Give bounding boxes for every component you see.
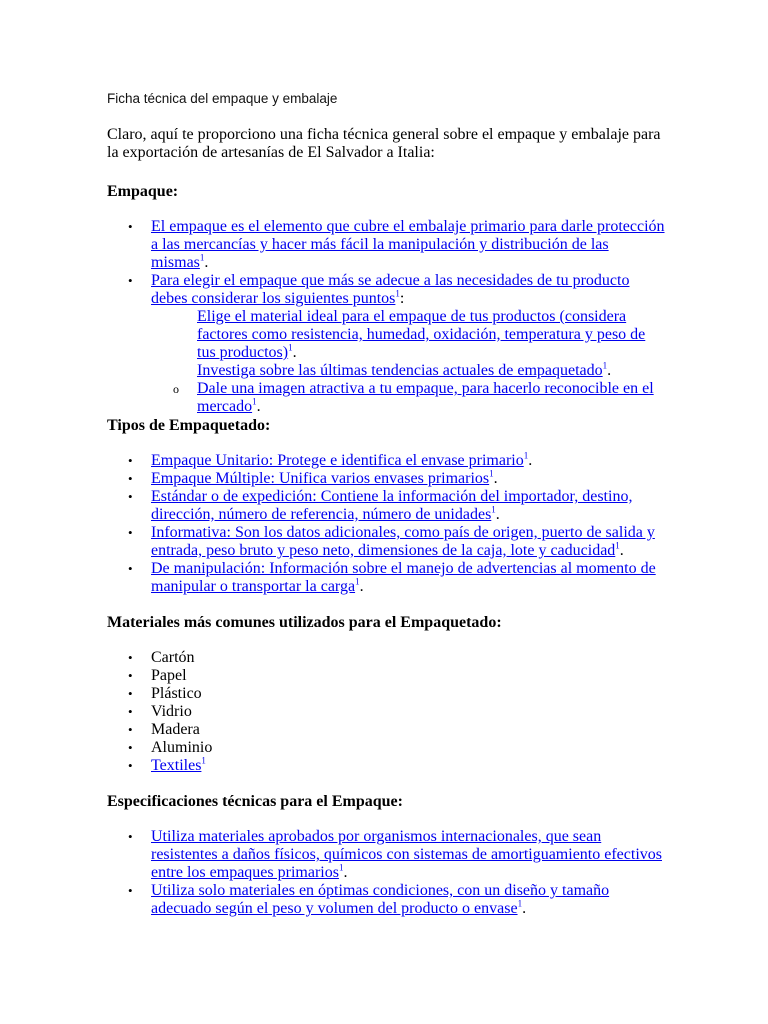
list-item (107, 757, 667, 775)
footnote-ref: 1 (338, 862, 344, 873)
tipos-link-1[interactable]: Empaque Unitario: Protege e identifica el envase primario (151, 452, 524, 469)
section-heading-tipos: Tipos de Empaquetado: (107, 417, 271, 434)
empaque-list (107, 218, 667, 416)
footnote-ref: 1 (252, 396, 257, 407)
empaque-sub-link-1[interactable]: Elige el material ideal para el empaque de tus productos (considera factores como resistencia, humedad, oxidación, temperatura y peso de tus productos) (197, 308, 646, 361)
list-item: • Madera (128, 721, 200, 738)
textiles-link[interactable]: Textiles (151, 757, 202, 774)
sub-list-item: Elige el material ideal para el empaque de tus productos (considera factores como resistencia, humedad, oxidación, temperatura y peso de tus productos)$^1$. (197, 308, 646, 361)
footnote-ref: 1 (199, 252, 205, 263)
list-item: • Aluminio (128, 739, 213, 756)
bullet-icon: • (128, 489, 133, 504)
list-item: • Empaque Múltiple: Unifica varios envases primarios$^1$. (128, 468, 498, 487)
list-item: • Informativa: Son los datos adicionales, como país de origen, puerto de salida y entrada, peso bruto y peso neto, dimensiones de la caja, lote y caducidad$^1$. (128, 524, 655, 559)
bullet-icon: • (128, 668, 133, 683)
tipos-link-2[interactable]: Empaque Múltiple: Unifica varios envases primarios (151, 470, 490, 487)
section-heading-especificaciones: Especificaciones técnicas para el Empaque: (107, 793, 403, 810)
sub-list-item: Investiga sobre las últimas tendencias actuales de empaquetado$^1$. (197, 360, 612, 379)
section-heading-empaque: Empaque: (107, 183, 179, 200)
list-item: • Utiliza solo materiales en óptimas condiciones, con un diseño y tamaño adecuado según el peso y volumen del producto o envase$^1$. (128, 882, 610, 917)
bullet-icon: • (128, 722, 133, 737)
bullet-icon: • (128, 561, 133, 576)
bullet-icon: • (128, 829, 133, 844)
tipos-link-3[interactable]: Estándar o de expedición: Contiene la información del importador, destino, dirección, número de referencia, número de unidades (151, 488, 633, 523)
bullet-icon: • (128, 471, 133, 486)
especificaciones-link-2[interactable]: Utiliza solo materiales en óptimas condiciones, con un diseño y tamaño adecuado según el peso y volumen del producto o envase (151, 882, 610, 917)
list-item: • De manipulación: Información sobre el manejo de advertencias al momento de manipular o transportar la carga$^1$. (128, 560, 656, 595)
bullet-icon: • (128, 650, 133, 665)
intro-paragraph: Claro, aquí te proporciono una ficha técnica general sobre el empaque y embalaje para la exportación de artesanías de El Salvador a Italia: (107, 126, 661, 161)
list-item: • Utiliza materiales aprobados por organismos internacionales, que sean resistentes a daños físicos, químicos con sistemas de amortiguamiento efectivos entre los empaques primarios$^1$. (128, 828, 662, 881)
section-empaque (107, 183, 667, 416)
footnote-ref: 1 (523, 450, 529, 461)
list-item: • Estándar o de expedición: Contiene la información del importador, destino, dirección, número de referencia, número de unidades$^1$. (128, 488, 633, 523)
list-item: • Papel (128, 667, 187, 684)
empaque-link-1[interactable]: El empaque es el elemento que cubre el embalaje primario para darle protección a las mercancías y hacer más fácil la manipulación y distribución de las mismas (151, 218, 665, 271)
sub-list-item: o Dale una imagen atractiva a tu empaque, para hacerlo reconocible en el mercado$^1$. (173, 380, 654, 415)
bullet-icon: • (128, 219, 133, 234)
bullet-icon: • (128, 704, 133, 719)
bullet-icon: • (128, 273, 133, 288)
empaque-sub-link-3[interactable]: Dale una imagen atractiva a tu empaque, para hacerlo reconocible en el mercado (197, 380, 654, 415)
footnote-ref: 1 (489, 468, 494, 479)
empaque-sub-link-2[interactable]: Investiga sobre las últimas tendencias actuales de empaquetado (197, 362, 603, 379)
bullet-icon: • (128, 686, 133, 701)
footnote-ref: 1 (355, 576, 360, 587)
list-item: • Vidrio (128, 703, 192, 720)
tipos-list (107, 452, 667, 596)
document-title: Ficha técnica del empaque y embalaje (107, 91, 338, 106)
sub-bullet-icon: o (173, 382, 179, 396)
footnote-ref: 1 (288, 342, 293, 353)
bullet-icon: • (128, 883, 133, 898)
section-especificaciones (107, 793, 667, 918)
bullet-icon: • (128, 453, 133, 468)
footnote-ref: 1 (615, 540, 620, 551)
tipos-link-5[interactable]: De manipulación: Información sobre el manejo de advertencias al momento de manipular o transportar la carga (151, 560, 656, 595)
list-item: • El empaque es el elemento que cubre el embalaje primario para darle protección a las mercancías y hacer más fácil la manipulación y distribución de las mismas$^1$. (128, 218, 665, 271)
footnote-ref: 1 (517, 898, 523, 909)
section-materiales (107, 614, 667, 775)
especificaciones-list (107, 828, 667, 918)
bullet-icon: • (128, 525, 133, 540)
footnote-ref: 1 (602, 360, 608, 371)
section-tipos (107, 417, 667, 596)
footnote-ref: 1 (491, 504, 496, 515)
tipos-link-4[interactable]: Informativa: Son los datos adicionales, como país de origen, puerto de salida y entrada, peso bruto y peso neto, dimensiones de la caja, lote y caducidad (151, 524, 655, 559)
section-heading-materiales: Materiales más comunes utilizados para el Empaquetado: (107, 614, 502, 631)
list-item: • Plástico (128, 685, 202, 702)
materiales-list (107, 649, 667, 775)
empaque-link-2[interactable]: Para elegir el empaque que más se adecue a las necesidades de tu producto debes considerar los siguientes puntos (151, 272, 630, 307)
list-item: • Empaque Unitario: Protege e identifica el envase primario$^1$. (128, 450, 533, 469)
bullet-icon: • (128, 740, 133, 755)
footnote-ref: 1 (395, 288, 400, 299)
list-item: • Para elegir el empaque que más se adecue a las necesidades de tu producto debes considerar los siguientes puntos$^1$: (128, 272, 630, 307)
list-item: • Cartón (128, 649, 195, 666)
bullet-icon: • (128, 758, 133, 773)
footnote-ref: 1 (201, 755, 206, 766)
especificaciones-link-1[interactable]: Utiliza materiales aprobados por organismos internacionales, que sean resistentes a daños físicos, químicos con sistemas de amortiguamiento efectivos entre los empaques primarios (151, 828, 662, 881)
